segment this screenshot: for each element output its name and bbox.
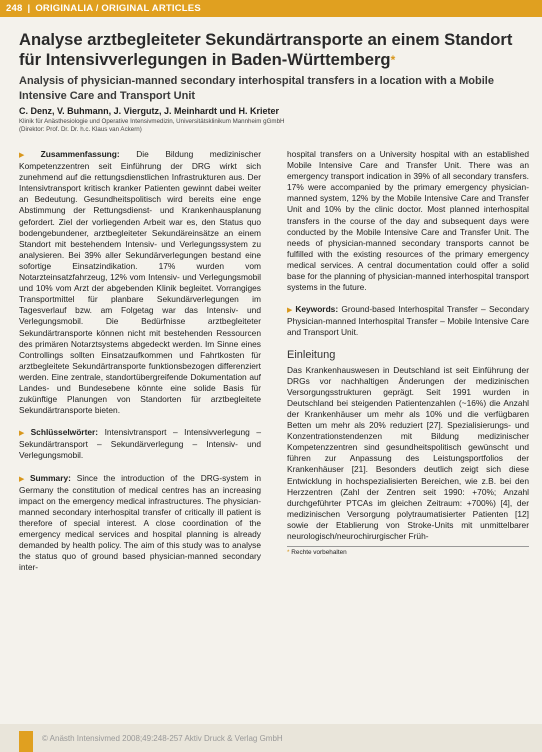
article-subtitle: Analysis of physician-manned secondary interhospital transfers in a location with a Mobile Intensive Care and Transport Unit (19, 75, 494, 102)
triangle-bullet-icon: ▶ (287, 307, 294, 315)
zusammenfassung-label: Zusammenfassung: (40, 149, 120, 159)
summary-continued: hospital transfers on a University hospital with an established Mobile Intensive Care and Transfer Unit. There was an emergency transport indication in 39% of all secondary transfers. 17% were accompanied by the primary emergency physician-manned system, 12% by the Mobile Intensive Care and Transfer Unit and 10% by the clinic doctor. Most planned interhospital transfers in the course of the day and subsequent days were conducted by the Mobile Intensive Care and Transfer Unit. The needs of physician-manned secondary transports cannot be fulfilled with the existing resources of the primary emergency medical services. A central documentation could offer a solid base for the planning of physician-manned interhospital transport systems in the future. (287, 149, 529, 293)
affiliation (19, 118, 529, 134)
section-label: ORIGINALIA / ORIGINAL ARTICLES (35, 3, 201, 14)
footer-accent-tab (19, 731, 33, 752)
article-title-text: Analyse arztbegleiteter Sekundärtransporte an einem Standort für Intensivverlegungen in Baden-Württemberg (19, 30, 513, 69)
triangle-bullet-icon: ▶ (19, 475, 28, 483)
zusammenfassung (19, 149, 261, 416)
footnote-marker: * (287, 549, 290, 557)
triangle-bullet-icon: ▶ (19, 152, 39, 159)
keywords-text: Ground-based Interhospital Transfer – Secondary Physician-manned Interhospital Transfer – Mobile Intensive Care and Transport Unit. (287, 304, 530, 338)
article-title (19, 30, 529, 70)
footnote (287, 549, 529, 557)
page-number: 248 (6, 3, 23, 14)
right-column (287, 149, 529, 557)
left-column (19, 149, 261, 584)
affiliation-line-2: (Direktor: Prof. Dr. Dr. h.c. Klaus van Ackern) (19, 126, 142, 133)
einleitung-heading: Einleitung (287, 348, 336, 361)
keywords (287, 304, 529, 338)
einleitung-text: Das Krankenhauswesen in Deutschland ist seit Einführung der DRGs vor nachhaltigen Änderungen der medizinischen Versorgungsstrukturen geprägt. Seit 1991 wurden in Deutschland bei steigenden Patientenzahlen (~16%) die Anzahl der Krankenhäuser um mehr als 10% und die verfügbaren Betten um mehr als 20% reduziert [27]. Spezialisierungs- und Konzentrationstendenzen mit Bildung medizinischer Kompetenzzentren sind gesundheitspolitisch gewünscht und führen zur Anpassung des Leistungsportfolios der Krankenhäuser [21]. Besonders deutlich zeigt sich diese Entwicklung in hochspezialisierten Bereichen, wie z.B. bei den Herzzentren (Zahl der Zentren seit 1990: +70%; Anzahl durchgeführter PTCAs im gleichen Zeitraum: +700%) [4], der medizinischen Versorgung polytraumatisierter Patienten [12] sowie der Etablierung von Stroke-Units mit unmittelbarer neurologisch/neurochirurgischer Früh- (287, 364, 529, 541)
affiliation-line-1: Klinik für Anästhesiologie und Operative Intensivmedizin, Universitätsklinikum Mannheim gGmbH (19, 118, 285, 125)
schluesselwoerter-text: Intensivtransport – Intensivverlegung – Sekundärtransport – Sekundärverlegung – Intensiv- und Verlegungsmobil. (19, 427, 262, 461)
summary-label: Summary: (29, 472, 71, 483)
summary-text: Since the introduction of the DRG-system in Germany the constitution of medical centres has an increasing impact on the emergency medical infrastructures. The physician-manned secondary interhospital transfer of critically ill patient is therefore of special interest. A close coordination of the emergency medical services and hospital planning is already demanded by health policy. The aim of this study was to analyse the status quo of ground based physician-manned secondary inter- (19, 472, 262, 573)
triangle-bullet-icon: ▶ (19, 430, 29, 438)
authors: C. Denz, V. Buhmann, J. Viergutz, J. Meinhardt und H. Krieter (19, 106, 280, 116)
page-header: 248 | ORIGINALIA / ORIGINAL ARTICLES (0, 0, 542, 17)
keywords-label: Keywords: (295, 304, 339, 315)
schluesselwoerter (19, 427, 261, 461)
schluesselwoerter-label: Schlüsselwörter: (30, 427, 99, 438)
footnote-divider (287, 546, 529, 547)
footnote-text: Rechte vorbehalten (291, 549, 347, 557)
copyright-line: © Anästh Intensivmed 2008;49:248-257 Aktiv Druck & Verlag GmbH (42, 734, 283, 743)
title-footnote-marker: * (390, 53, 396, 67)
summary (19, 473, 261, 574)
zusammenfassung-text: Die Bildung medizinischer Kompetenzzentren seit Einführung der DRG wirkt sich zunehmend auf die rettungsdienstlichen Infrastrukturen aus. Der Intensivtransport kritisch kranker Patienten gewinnt dabei weiter an Bedeutung. Gesundheitspolitisch wird bereits eine enge Abstimmung der Rettungsdienst- und Krankenhausplanung gefordert. Ziel der vorliegenden Arbeit war es, den Status quo bodengebundener, arztbegleiteter Sekundäreinsätze an einem Standort mit bestehendem Intensiv- und Verlegungssystem zu analysieren. Bei 39% aller Sekundärverlegungen bestand eine sofortige Einsatzindikation. 17% wurden vom Notarzteinsatzfahrzeug, 12% vom Intensiv- und Verlegungsmobil und 10% vom Arzt der abgebenden Klinik begleitet. Vorrangiges Transportmittel für planbare Sekundärverlegungen im Tagesverlauf bzw. am Folgetag war das Intensiv- und Verlegungsmobil. Die Bedürfnisse arztbegleiteter Sekundärtransporte können nicht mit bestehenden Ressourcen des primären Notarztsystems abgedeckt werden. Im Sinne eines Controllings sollten Einsatzaufkommen und Fahrtkosten für arztbegleitete Sekundärtransporte funktionsbezogen differenziert werden. Eine zentrale, standortübergreifende Dokumentation auf Landes- und Bundesebene könnte eine solide Basis für zukünftige Planungen von Standorten für arztbegleitete Sekundärtransporte bieten. (19, 149, 262, 416)
